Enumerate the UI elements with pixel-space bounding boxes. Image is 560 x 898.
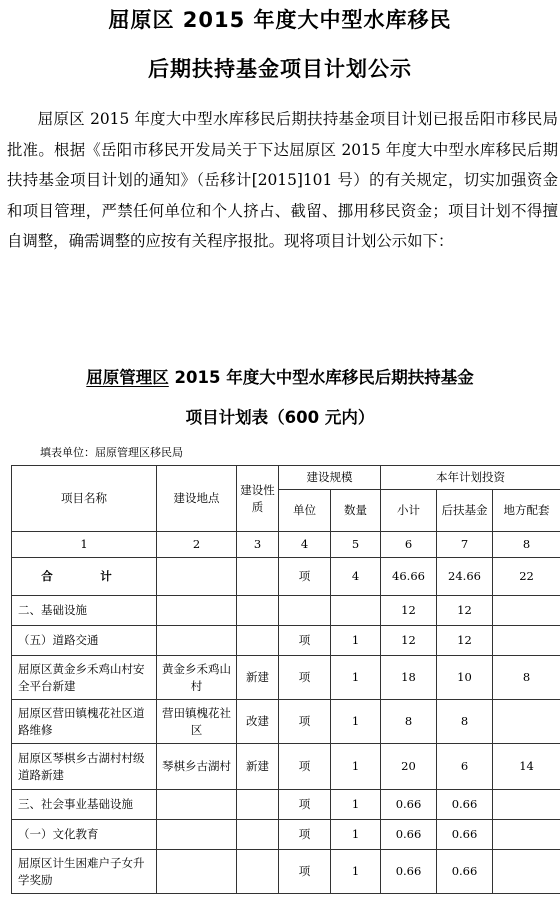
row-subtotal: 0.66 [381, 820, 437, 850]
row-name: 屈原区计生困难户子女升学奖励 [12, 850, 157, 894]
row-nature [237, 626, 279, 656]
row-support: 6 [437, 744, 493, 790]
header-unit: 单位 [279, 490, 331, 532]
row-subtotal: 20 [381, 744, 437, 790]
row-qty: 1 [331, 656, 381, 700]
row-location: 琴棋乡古湖村 [157, 744, 237, 790]
header-local: 地方配套 [493, 490, 560, 532]
row-unit: 项 [279, 558, 331, 596]
index-row [12, 532, 560, 558]
row-qty: 1 [331, 790, 381, 820]
table-row [12, 626, 560, 656]
document-title-line1: 屈原区 2015 年度大中型水库移民 [108, 8, 452, 32]
row-nature [237, 850, 279, 894]
row-nature [237, 820, 279, 850]
row-support: 12 [437, 626, 493, 656]
row-name: 屈原区琴棋乡古湖村村级道路新建 [12, 744, 157, 790]
index-cell: 6 [381, 532, 437, 558]
row-qty: 4 [331, 558, 381, 596]
row-location [157, 790, 237, 820]
table-row-total [12, 558, 560, 596]
row-nature [237, 790, 279, 820]
row-local: 8 [493, 656, 560, 700]
row-unit: 项 [279, 820, 331, 850]
row-qty: 1 [331, 700, 381, 744]
row-nature [237, 558, 279, 596]
index-cell: 8 [493, 532, 560, 558]
header-invest: 本年计划投资 [381, 466, 560, 490]
table-row [12, 700, 560, 744]
row-subtotal: 12 [381, 626, 437, 656]
row-support: 8 [437, 700, 493, 744]
row-support: 24.66 [437, 558, 493, 596]
row-local: 14 [493, 744, 560, 790]
row-location [157, 558, 237, 596]
header-location: 建设地点 [157, 466, 237, 532]
project-plan-table [11, 465, 560, 894]
row-unit: 项 [279, 790, 331, 820]
row-nature: 改建 [237, 700, 279, 744]
row-name: （一）文化教育 [12, 820, 157, 850]
row-support: 0.66 [437, 820, 493, 850]
row-name: 三、社会事业基础设施 [12, 790, 157, 820]
row-subtotal: 12 [381, 596, 437, 626]
row-location [157, 820, 237, 850]
index-cell: 3 [237, 532, 279, 558]
row-subtotal: 18 [381, 656, 437, 700]
table-row [12, 790, 560, 820]
table-title-line1 [0, 364, 560, 388]
table-title-line2: 项目计划表（600 元内） [185, 408, 375, 427]
row-location [157, 596, 237, 626]
row-subtotal: 8 [381, 700, 437, 744]
intro-paragraph: 屈原区 2015 年度大中型水库移民后期扶持基金项目计划已报岳阳市移民局批准。根据《岳阳市移民开发局关于下达屈原区 2015 年度大中型水库移民后期扶持基金项目计划的通知》（岳移计[2015]101 号）的有关规定，切实加强资金和项目管理，严禁任何单位和个人挤占、截留、挪用移民资金；项目计划不得擅自调整，确需调整的应按有关程序报批。现将项目计划公示如下： [7, 110, 558, 250]
header-scale: 建设规模 [279, 466, 381, 490]
row-qty: 1 [331, 744, 381, 790]
row-local [493, 790, 560, 820]
header-name: 项目名称 [12, 466, 157, 532]
table-row [12, 656, 560, 700]
row-unit: 项 [279, 744, 331, 790]
row-support: 12 [437, 596, 493, 626]
row-qty: 1 [331, 820, 381, 850]
document-title-line2: 后期扶持基金项目计划公示 [148, 57, 412, 81]
table-row [12, 744, 560, 790]
row-unit: 项 [279, 656, 331, 700]
row-qty [331, 596, 381, 626]
row-local [493, 850, 560, 894]
row-nature: 新建 [237, 656, 279, 700]
row-local [493, 700, 560, 744]
row-location [157, 850, 237, 894]
header-support: 后扶基金 [437, 490, 493, 532]
row-name: 屈原区黄金乡禾鸡山村安全平台新建 [12, 656, 157, 700]
row-name: 二、基础设施 [12, 596, 157, 626]
header-row-1 [12, 466, 560, 490]
row-qty: 1 [331, 626, 381, 656]
row-local [493, 596, 560, 626]
index-cell: 7 [437, 532, 493, 558]
header-qty: 数量 [331, 490, 381, 532]
table-title-rest: 2015 年度大中型水库移民后期扶持基金 [168, 368, 474, 387]
row-subtotal: 0.66 [381, 790, 437, 820]
fill-unit: 填表单位：屈原管理区移民局 [40, 446, 183, 459]
row-local [493, 820, 560, 850]
table-row [12, 596, 560, 626]
row-unit: 项 [279, 626, 331, 656]
row-nature: 新建 [237, 744, 279, 790]
row-unit [279, 596, 331, 626]
row-support: 0.66 [437, 790, 493, 820]
row-subtotal: 46.66 [381, 558, 437, 596]
table-row [12, 820, 560, 850]
table-title-district: 屈原管理区 [86, 368, 169, 387]
row-location: 营田镇槐花社区 [157, 700, 237, 744]
row-support: 10 [437, 656, 493, 700]
index-cell: 1 [12, 532, 157, 558]
row-unit: 项 [279, 700, 331, 744]
table-row [12, 850, 560, 894]
row-local: 22 [493, 558, 560, 596]
index-cell: 2 [157, 532, 237, 558]
index-cell: 5 [331, 532, 381, 558]
row-support: 0.66 [437, 850, 493, 894]
header-nature: 建设性质 [237, 466, 279, 532]
row-unit: 项 [279, 850, 331, 894]
index-cell: 4 [279, 532, 331, 558]
row-qty: 1 [331, 850, 381, 894]
row-local [493, 626, 560, 656]
header-subtotal: 小计 [381, 490, 437, 532]
row-nature [237, 596, 279, 626]
row-name: 合 计 [12, 558, 157, 596]
row-location: 黄金乡禾鸡山村 [157, 656, 237, 700]
row-subtotal: 0.66 [381, 850, 437, 894]
row-location [157, 626, 237, 656]
row-name: （五）道路交通 [12, 626, 157, 656]
row-name: 屈原区营田镇槐花社区道路维修 [12, 700, 157, 744]
